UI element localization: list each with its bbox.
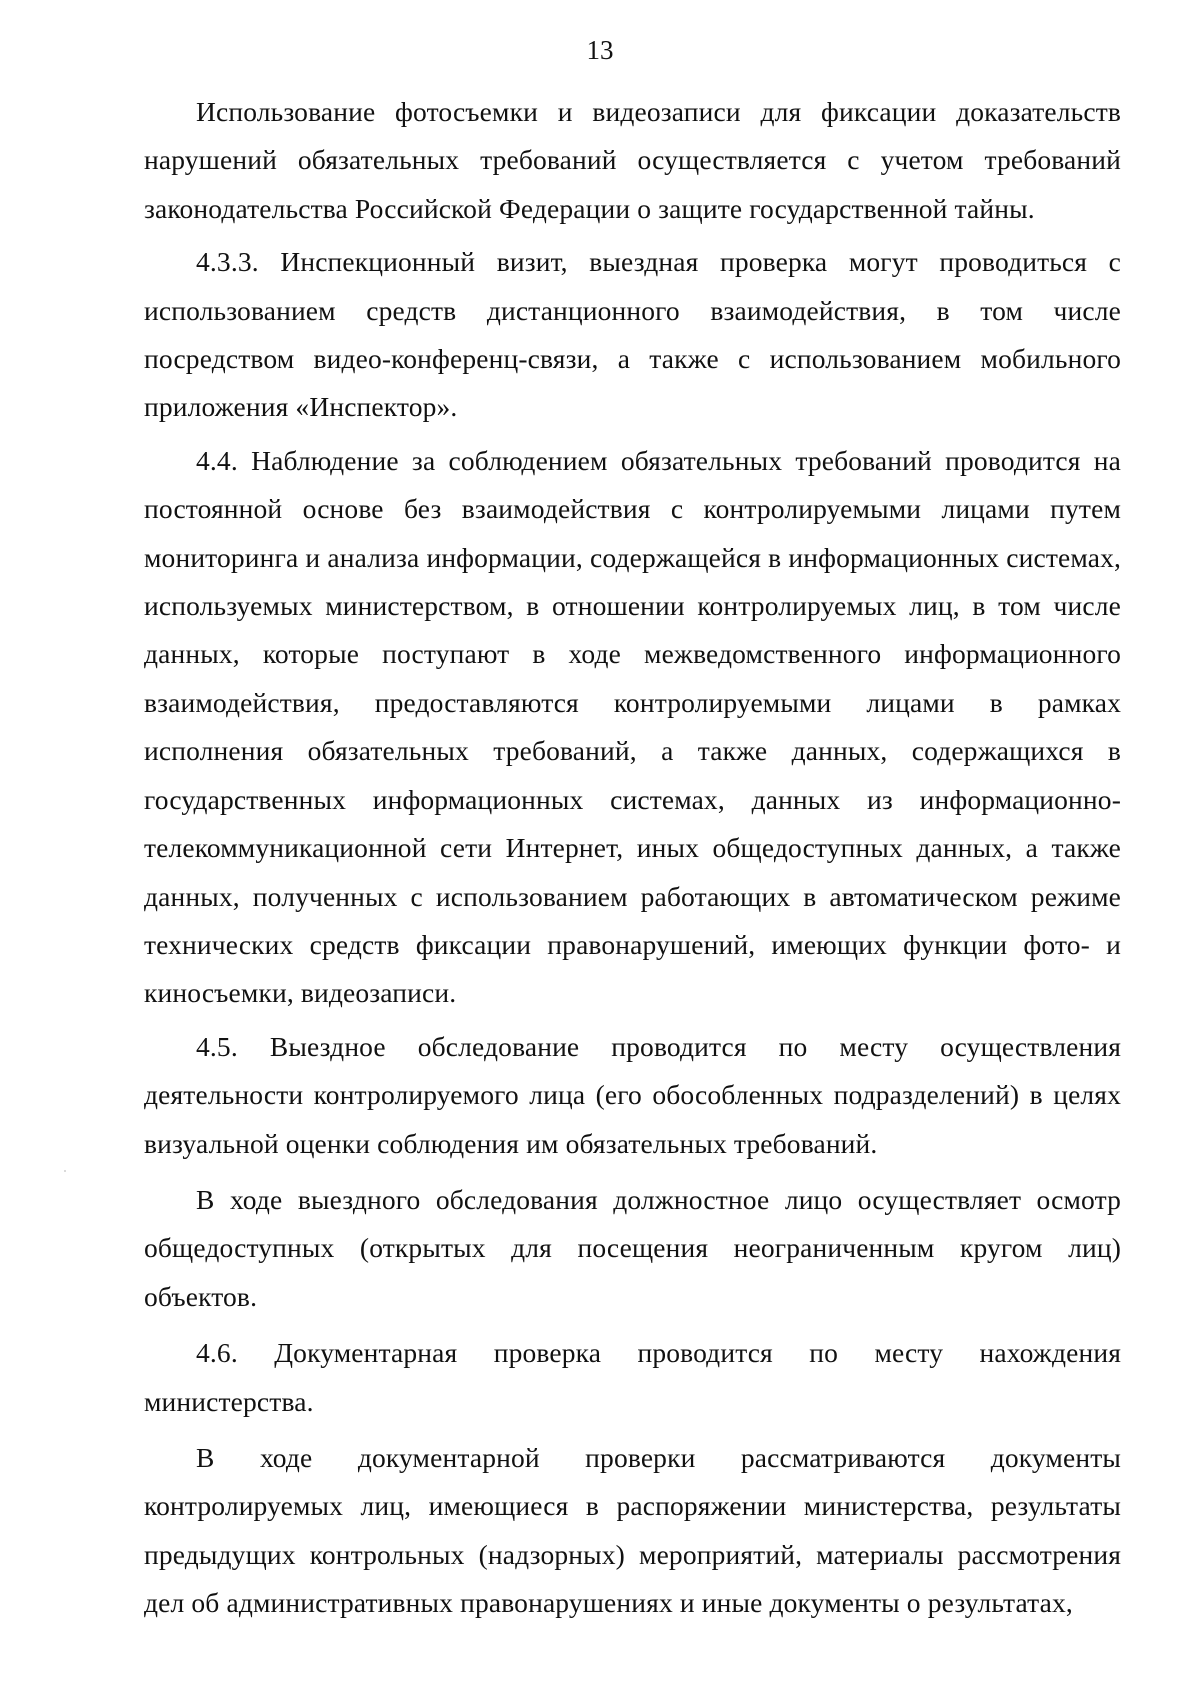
paragraph-4-3-3: 4.3.3. Инспекционный визит, выездная проверка могут проводиться с использованием средств дистанционного взаимодействия, в том числе посредством видео-конференц-связи, а также с использованием мобильного приложения «Инспектор». [144, 246, 1121, 423]
paragraph-4-5: 4.5. Выездное обследование проводится по месту осуществления деятельности контролируемого лица (его обособленных подразделений) в целях визуальной оценки соблюдения им обязательных требований. [144, 1030, 1121, 1159]
document-body [144, 88, 1121, 1628]
paragraph-photo-video: Использование фотосъемки и видеозаписи для фиксации доказательств нарушений обязательных требований осуществляется с учетом требований законодательства Российской Федерации о защите государственной тайны. [144, 96, 1121, 224]
margin-speck [64, 1170, 66, 1172]
page-number: 13 [586, 35, 614, 65]
paragraph-document-review: В ходе документарной проверки рассматриваются документы контролируемых лиц, имеющиеся в распоряжении министерства, результаты предыдущих контрольных (надзорных) мероприятий, материалы рассмотрения дел об административных правонарушениях и иные документы о результатах, [144, 1441, 1121, 1619]
paragraph-4-4: 4.4. Наблюдение за соблюдением обязательных требований проводится на постоянной основе без взаимодействия с контролируемыми лицами путем мониторинга и анализа информации, содержащейся в информационных системах, используемых министерством, в отношении контролируемых лиц, в том числе данных, которые поступают в ходе межведомственного информационного взаимодействия, предоставляются контролируемыми лицами в рамках исполнения обязательных требований, а также данных, содержащихся в государственных информационных системах, данных из информационно-телекоммуникационной сети Интернет, иных общедоступных данных, а также данных, полученных с использованием работающих в автоматическом режиме технических средств фиксации правонарушений, имеющих функции фото- и киносъемки, видеозаписи. [144, 444, 1121, 1009]
paragraph-4-6: 4.6. Документарная проверка проводится по месту нахождения министерства. [144, 1337, 1121, 1417]
paragraph-field-survey: В ходе выездного обследования должностное лицо осуществляет осмотр общедоступных (открытых для посещения неограниченным кругом лиц) объектов. [144, 1183, 1121, 1312]
